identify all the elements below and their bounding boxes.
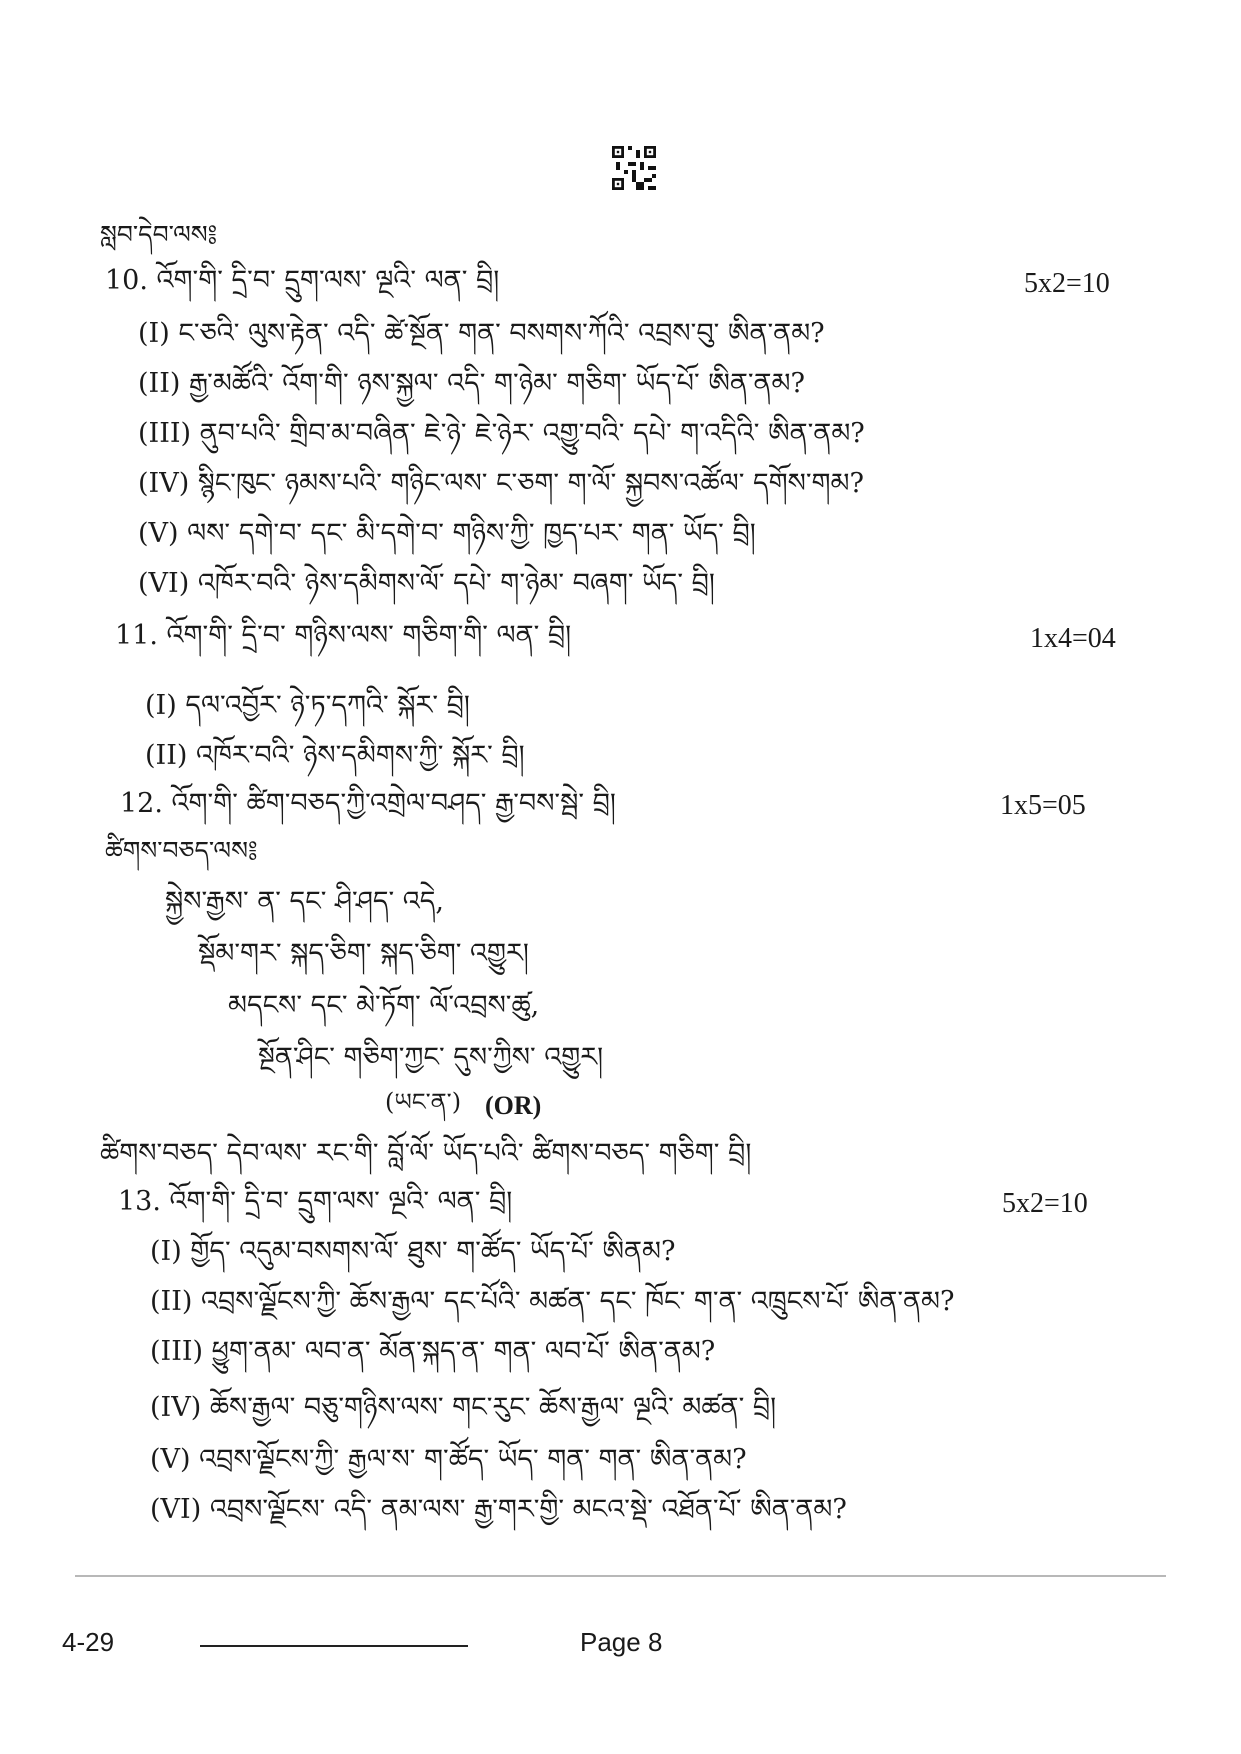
or-label: (OR)	[485, 1091, 542, 1120]
verse-line-3: མདངས་ དང་ མེ་ཏོག་ ལོ་འབྲས་ཚུ,	[228, 990, 540, 1021]
footer-divider	[75, 1575, 1166, 1577]
q13-title: 13. འོག་གི་ དྲི་བ་ དྲུག་ལས་ ལྔའི་ ལན་ བྲི།	[118, 1186, 513, 1217]
footer-line	[200, 1645, 468, 1647]
q13-item-3: (III) ཕྱུག་ནམ་ ལབ་ན་ མོན་སྐད་ན་ གན་ ལབ་པོ་ ཨིན་ནམ?	[150, 1336, 716, 1367]
q13-item-6: (VI) འབྲས་ལྗོངས་ འདི་ ནམ་ལས་ རྒྱ་གར་གྱི་ མངའ་སྡེ་ འཐོན་པོ་ ཨིན་ནམ?	[150, 1494, 847, 1525]
q13-marks: 5x2=10	[1002, 1188, 1088, 1219]
page-number: Page 8	[580, 1627, 663, 1657]
q10-item-5: (V) ལས་ དགེ་བ་ དང་ མི་དགེ་བ་ གཉིས་ཀྱི་ ཁྱད་པར་ གན་ ཡོད་ བྲི།	[138, 518, 756, 549]
q10-item-3: (III) ནུབ་པའི་ གྲིབ་མ་བཞིན་ ཇེ་ཉེ་ ཇེ་ཉེར་ འགྱུ་བའི་ དཔེ་ ག་འདིའི་ ཨིན་ནམ?	[138, 418, 865, 449]
q11-item-2: (II) འཁོར་བའི་ ཉེས་དམིགས་ཀྱི་ སྐོར་ བྲི།	[145, 740, 525, 771]
q11-marks: 1x4=04	[1030, 623, 1116, 654]
verse-line-1: སྐྱེས་རྒྱས་ ན་ དང་ ཤི་ཤད་ འདེ,	[165, 886, 445, 917]
q11-title: 11. འོག་གི་ དྲི་བ་ གཉིས་ལས་ གཅིག་གི་ ལན་ བྲི།	[115, 620, 572, 651]
q10-item-2: (II) རྒྱ་མཚོའི་ འོག་གི་ ཉས་སྐྱལ་ འདི་ ག་ཉེམ་ གཅིག་ ཡོད་པོ་ ཨིན་ནམ?	[138, 368, 805, 399]
verse-line-4: སྔོན་ཤིང་ གཅིག་ཀྱང་ དུས་ཀྱིས་ འགྱུར།	[258, 1042, 604, 1073]
q12-marks: 1x5=05	[1000, 790, 1086, 821]
paper-code: 4-29	[62, 1627, 115, 1657]
verse-line-2: སྡོམ་གར་ སྐད་ཅིག་ སྐད་ཅིག་ འགྱུར།	[198, 938, 529, 969]
verse-heading: ཚིགས་བཅད་ལས༔	[105, 836, 258, 865]
q13-item-4: (IV) ཆོས་རྒྱལ་ བཅུ་གཉིས་ལས་ གང་རུང་ ཆོས་རྒྱལ་ ལྔའི་ མཚན་ བྲི།	[150, 1392, 777, 1423]
or-tibetan: (ཡང་ན་)	[385, 1088, 462, 1116]
q11-item-1: (I) དལ་འབྱོར་ ཉེ་ཏ་དཀའི་ སྐོར་ བྲི།	[145, 690, 470, 721]
q13-item-1: (I) གྱོད་ འདུམ་བསགས་ལོ་ ཐུས་ ག་ཚོད་ ཡོད་པོ་ ཨིནམ?	[150, 1236, 676, 1267]
q10-title: 10. འོག་གི་ དྲི་བ་ དྲུག་ལས་ ལྔའི་ ལན་ བྲི།	[105, 265, 500, 296]
q10-item-1: (I) ང་ཅའི་ ལུས་རྟེན་ འདི་ ཚེ་སྔོན་ གན་ བསགས་ཀོའི་ འབྲས་བུ་ ཨིན་ནམ?	[138, 318, 825, 349]
q10-item-4: (IV) སྙིང་ཁུང་ ཉམས་པའི་ གཉིང་ལས་ ང་ཅག་ ག་ལོ་ སྐྱབས་འཚོལ་ དགོས་གམ?	[138, 468, 864, 499]
q12-title: 12. འོག་གི་ ཚིག་བཅད་ཀྱི་འགྲེལ་བཤད་ རྒྱ་བས་སྦེ་ བྲི།	[120, 788, 616, 819]
q13-item-2: (II) འབྲས་ལྗོངས་ཀྱི་ ཆོས་རྒྱལ་ དང་པོའི་ མཚན་ དང་ ཁོང་ ག་ན་ འཁྲུངས་པོ་ ཨིན་ནམ?	[150, 1286, 955, 1317]
q13-item-5: (V) འབྲས་ལྗོངས་ཀྱི་ རྒྱལ་ས་ ག་ཚོད་ ཡོད་ གན་ གན་ ཨིན་ནམ?	[150, 1444, 747, 1475]
alternative-prompt: ཚིགས་བཅད་ དེབ་ལས་ རང་གི་ བློ་ལོ་ ཡོད་པའི་ ཚིགས་བཅད་ གཅིག་ བྲི།	[100, 1138, 752, 1169]
qr-code	[612, 146, 656, 190]
q10-marks: 5x2=10	[1024, 268, 1110, 299]
q10-item-6: (VI) འཁོར་བའི་ ཉེས་དམིགས་ལོ་ དཔེ་ ག་ཉེམ་ བཞག་ ཡོད་ བྲི།	[138, 568, 715, 599]
section-heading: སླབ་དེབ་ལས༔	[100, 220, 218, 249]
